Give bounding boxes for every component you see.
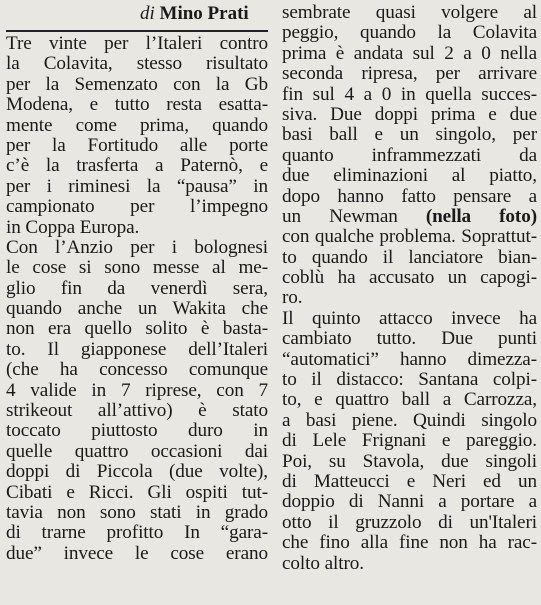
text-line: di trarne profitto In “gara- [6, 522, 268, 544]
text-line: strikeout all’attivo) è stato [6, 400, 268, 422]
text-line: che fino alla fine non ha rac- [282, 532, 537, 554]
byline [140, 3, 249, 25]
text-fragment: un Newman [282, 205, 398, 227]
text-line: non era quello solito è basta- [6, 318, 268, 340]
text-line: cambiato tutto. Due punti [282, 328, 537, 350]
text-line: basi ball e un singolo, per [282, 124, 537, 146]
text-line: doppio di Nanni a portare a [282, 491, 537, 513]
right-column [282, 3, 537, 574]
byline-prefix: di [140, 3, 155, 24]
byline-divider [6, 30, 268, 32]
text-line: mente come prima, quando [6, 114, 268, 136]
text-line: con qualche problema. Soprattut- [282, 226, 537, 248]
photo-reference: (nella foto) [425, 205, 537, 227]
text-line: due eliminazioni al piatto, [282, 165, 537, 187]
text-line: “automatici” hanno dimezza- [282, 348, 537, 370]
text-line: toccato piuttosto duro in [6, 420, 268, 442]
text-line: 4 valide in 7 riprese, con 7 [6, 379, 268, 401]
text-line: di Lele Frignani e pareggio. [282, 430, 537, 452]
text-line: di Matteucci e Neri ed un [282, 470, 537, 492]
text-line: per la Fortitudo alle porte [6, 134, 268, 156]
text-line: peggio, quando la Colavita [282, 22, 537, 44]
text-line: coblù ha accusato un capogi- [282, 267, 537, 289]
text-line: Con l’Anzio per i bolognesi [6, 236, 268, 258]
text-line: glio fin da venerdì sera, [6, 277, 268, 299]
text-line: seconda ripresa, per arrivare [282, 63, 537, 85]
text-line: to quando il lanciatore bian- [282, 246, 537, 268]
left-column [6, 34, 268, 564]
text-line: le cose si sono messe al me- [6, 257, 268, 279]
text-line: to. Il giapponese dell’Italeri [6, 338, 268, 360]
text-line: prima è andata sul 2 a 0 nella [282, 42, 537, 64]
text-line: in Coppa Europa. [6, 216, 140, 238]
text-line: Poi, su Stavola, due singoli [282, 450, 537, 472]
text-line: ro. [282, 287, 303, 309]
text-line: per la Semenzato con la Gb [6, 73, 268, 95]
text-line-with-photo-ref [282, 207, 537, 227]
text-line: fin sul 4 a 0 in quella succes- [282, 83, 537, 105]
text-line: Tre vinte per l’Italeri contro [6, 33, 268, 54]
text-line: (che ha concesso comunque [6, 359, 268, 381]
text-line: la Colavita, stesso risultato [6, 53, 268, 75]
text-line: to il distacco: Santana colpi- [282, 369, 537, 391]
text-line: otto il gruzzolo di un'Italeri [282, 511, 537, 533]
text-line: Il quinto attacco invece ha [282, 307, 537, 329]
text-line: due” invece le cose erano [6, 542, 268, 564]
byline-author: Mino Prati [159, 3, 249, 24]
text-line: Cibati e Ricci. Gli ospiti tut- [6, 481, 268, 503]
text-line: per i riminesi la “pausa” in [6, 175, 268, 197]
text-line: c’è la trasferta a Paternò, e [6, 155, 268, 177]
text-line: quanto inframmezzati da [282, 144, 537, 166]
text-line: dopo hanno fatto pensare a [282, 185, 537, 207]
text-line: doppi di Piccola (due volte), [6, 461, 268, 483]
text-line: colto altro. [282, 552, 364, 574]
text-line: sembrate quasi volgere al [282, 2, 537, 23]
text-line: quando anche un Wakita che [6, 298, 268, 320]
text-line: a basi piene. Quindi singolo [282, 409, 537, 431]
text-line: tavia non sono stati in grado [6, 501, 268, 523]
text-line: siva. Due doppi prima e due [282, 103, 537, 125]
text-line: to, e quattro ball a Carrozza, [282, 389, 537, 411]
text-line: campionato per l’impegno [6, 196, 268, 218]
text-line: quelle quattro occasioni dai [6, 440, 268, 462]
text-line: Modena, e tutto resta esatta- [6, 94, 268, 116]
